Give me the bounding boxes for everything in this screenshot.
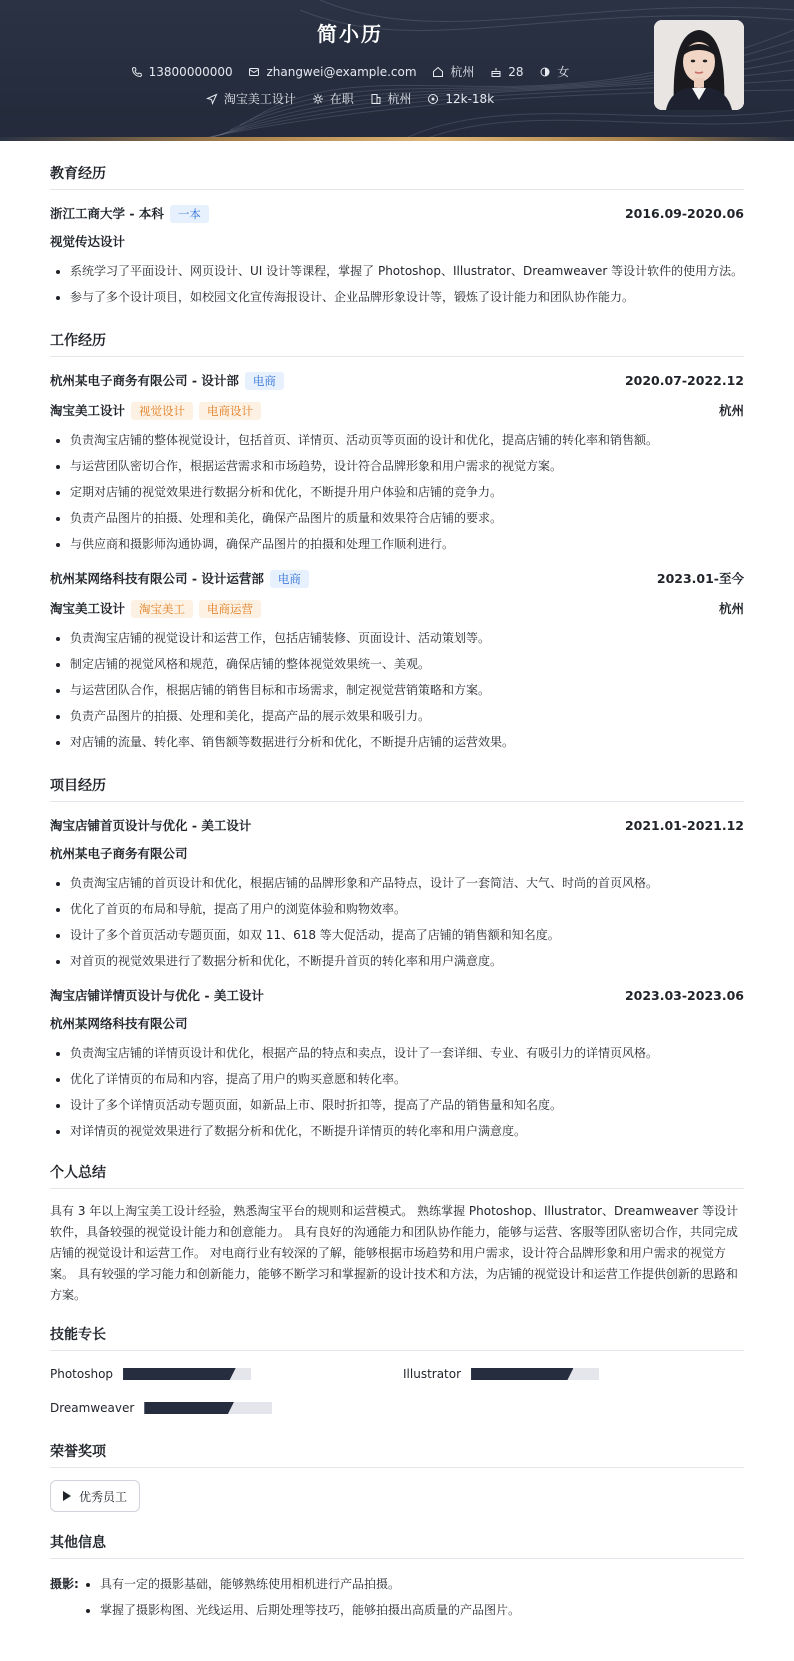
email-info: zhangwei@example.com: [248, 65, 416, 79]
gear-icon: [312, 93, 324, 105]
work-section: [50, 330, 744, 755]
project-bullets: [50, 870, 744, 974]
project-company: 杭州某电子商务有限公司: [50, 846, 188, 861]
section-title: 荣誉奖项: [50, 1441, 744, 1468]
header-gold-divider: [0, 137, 794, 141]
skill-name: Dreamweaver: [50, 1401, 135, 1415]
list-item: • 对店铺的流量、转化率、销售额等数据进行分析和优化，不断提升店铺的运营效果。: [70, 729, 744, 755]
section-title: 项目经历: [50, 775, 744, 802]
list-item: • 与运营团队合作，根据店铺的销售目标和市场需求，制定视觉营销策略和方案。: [70, 677, 744, 703]
major-name: 视觉传达设计: [50, 234, 126, 249]
list-item: • 对首页的视觉效果进行了数据分析和优化，不断提升首页的转化率和用户满意度。: [70, 948, 744, 974]
project-section: [50, 775, 744, 1144]
project-company: 杭州某网络科技有限公司: [50, 1016, 188, 1031]
job-bullets: [50, 625, 744, 755]
skill-tag: 淘宝美工: [131, 600, 193, 618]
job-city: 杭州: [718, 601, 744, 616]
education-header-row: [50, 202, 744, 224]
mail-icon: [248, 66, 260, 78]
city-info: 杭州: [370, 90, 412, 107]
home-icon: [432, 66, 444, 78]
skill-item: [50, 1367, 251, 1381]
company-name: 杭州某网络科技有限公司 - 设计运营部: [50, 570, 264, 586]
education-period: 2016.09-2020.06: [624, 205, 744, 221]
list-item: • 制定店铺的视觉风格和规范，确保店铺的整体视觉效果统一、美观。: [70, 651, 744, 677]
list-item: • 设计了多个首页活动专题页面，如双 11、618 等大促活动，提高了店铺的销售额和知名度。: [70, 922, 744, 948]
skill-level-bar: [471, 1368, 599, 1380]
award-label: 优秀员工: [79, 1489, 128, 1504]
summary-text: 具有 3 年以上淘宝美工设计经验，熟悉淘宝平台的规则和运营模式。 熟练掌握 Photoshop、Illustrator、Dreamweaver 等设计软件，具备较强的视觉设计能力和创意能力。 具有良好的沟通能力和团队协作能力，能够与运营、客服等团队密切合作，共同完成店铺的视觉设计和运营工作。 对电商行业有较深的了解，能够根据市场趋势和用户需求，设计符合品牌形象和用户需求的视觉方案。 具有较强的学习能力和创新能力，能够不断学习和掌握新的设计技术和方法，为店铺的视觉设计和运营工作提供创新的思路和方案。: [50, 1204, 739, 1302]
industry-tag: 电商: [270, 570, 309, 588]
list-item: • 系统学习了平面设计、网页设计、UI 设计等课程，掌握了 Photoshop、Illustrator、Dreamweaver 等设计软件的使用方法。: [70, 258, 744, 284]
status-info: 在职: [312, 90, 354, 107]
list-item: • 与运营团队密切合作，根据运营需求和市场趋势，设计符合品牌形象和用户需求的视觉方案。: [70, 453, 744, 479]
school-name: 浙江工商大学 - 本科: [50, 205, 164, 221]
school-tag: 一本: [170, 205, 209, 223]
list-item: • 定期对店铺的视觉效果进行数据分析和优化，不断提升用户体验和店铺的竞争力。: [70, 479, 744, 505]
avatar-photo: [654, 20, 744, 110]
job-entry: [50, 567, 744, 755]
job-city: 杭州: [718, 403, 744, 418]
portrait-image: [654, 20, 744, 110]
project-period: 2023.03-2023.06: [624, 987, 744, 1003]
section-title: 技能专长: [50, 1324, 744, 1351]
skill-level-bar: [123, 1368, 251, 1380]
coin-icon: [427, 93, 439, 105]
company-name: 杭州某电子商务有限公司 - 设计部: [50, 372, 239, 388]
section-title: 个人总结: [50, 1162, 744, 1189]
other-bullets: [80, 1571, 520, 1623]
building-icon: [370, 93, 382, 105]
resume-body: [0, 163, 794, 1623]
other-label: 摄影:: [50, 1577, 79, 1591]
section-title: 教育经历: [50, 163, 744, 190]
list-item: • 负责淘宝店铺的首页设计和优化，根据店铺的品牌形象和产品特点，设计了一套简洁、大气、时尚的首页风格。: [70, 870, 744, 896]
project-bullets: [50, 1040, 744, 1144]
section-title: 工作经历: [50, 330, 744, 357]
gender-info: 女: [539, 63, 569, 80]
phone-info: 13800000000: [131, 65, 233, 79]
job-period: 2020.07-2022.12: [624, 372, 744, 388]
skill-item: [50, 1401, 272, 1415]
send-icon: [206, 93, 218, 105]
age-info: 28: [490, 65, 523, 79]
job-intent-row: [0, 90, 700, 107]
list-item: • 优化了首页的布局和导航，提高了用户的浏览体验和购物效率。: [70, 896, 744, 922]
list-item: • 具有一定的摄影基础，能够熟练使用相机进行产品拍摄。: [100, 1571, 520, 1597]
job-target-info: 淘宝美工设计: [206, 90, 296, 107]
job-position: 淘宝美工设计: [50, 402, 126, 418]
phone-icon: [131, 66, 143, 78]
skill-level-fill: [144, 1402, 234, 1414]
list-item: • 负责产品图片的拍摄、处理和美化，提高产品的展示效果和吸引力。: [70, 703, 744, 729]
skill-name: Photoshop: [50, 1367, 114, 1381]
triangle-right-icon: [63, 1491, 71, 1501]
list-item: • 掌握了摄影构图、光线运用、后期处理等技巧，能够拍摄出高质量的产品图片。: [100, 1597, 520, 1623]
job-bullets: [50, 427, 744, 557]
section-title: 其他信息: [50, 1532, 744, 1559]
skill-level-bar: [144, 1402, 272, 1414]
skill-tag: 电商设计: [199, 402, 261, 420]
other-info: [50, 1571, 744, 1623]
gender-icon: [539, 66, 551, 78]
resume-header: [0, 0, 794, 141]
cake-icon: [490, 66, 502, 78]
list-item: • 设计了多个详情页活动专题页面，如新品上市、限时折扣等，提高了产品的销售量和知名度。: [70, 1092, 744, 1118]
project-entry: [50, 814, 744, 974]
list-item: • 与供应商和摄影师沟通协调，确保产品图片的拍摄和处理工作顺利进行。: [70, 531, 744, 557]
skill-tag: 电商运营: [199, 600, 261, 618]
location-info: 杭州: [432, 63, 474, 80]
award-item[interactable]: [50, 1480, 140, 1512]
project-name: 淘宝店铺首页设计与优化 - 美工设计: [50, 818, 252, 833]
list-item: • 负责淘宝店铺的详情页设计和优化，根据产品的特点和卖点，设计了一套详细、专业、有吸引力的详情页风格。: [70, 1040, 744, 1066]
job-entry: [50, 369, 744, 557]
salary-info: 12k-18k: [427, 92, 494, 106]
project-period: 2021.01-2021.12: [624, 817, 744, 833]
list-item: • 负责淘宝店铺的整体视觉设计，包括首页、详情页、活动页等页面的设计和优化，提高店铺的转化率和销售额。: [70, 427, 744, 453]
skill-tag: 视觉设计: [131, 402, 193, 420]
skill-level-fill: [471, 1368, 573, 1380]
awards-section: [50, 1441, 744, 1512]
project-entry: [50, 984, 744, 1144]
industry-tag: 电商: [245, 372, 284, 390]
summary-section: [50, 1162, 744, 1306]
skills-section: [50, 1324, 744, 1441]
resume-name: 简小历: [317, 22, 383, 46]
education-bullets: [50, 258, 744, 310]
skill-name: Illustrator: [403, 1367, 462, 1381]
project-name: 淘宝店铺详情页设计与优化 - 美工设计: [50, 988, 264, 1003]
job-period: 2023.01-至今: [656, 571, 744, 586]
list-item: • 负责产品图片的拍摄、处理和美化，确保产品图片的质量和效果符合店铺的要求。: [70, 505, 744, 531]
skills-grid: [50, 1363, 744, 1441]
skill-item: [403, 1367, 599, 1381]
list-item: • 对详情页的视觉效果进行了数据分析和优化，不断提升详情页的转化率和用户满意度。: [70, 1118, 744, 1144]
other-section: [50, 1532, 744, 1623]
contact-row: [0, 63, 700, 80]
list-item: • 参与了多个设计项目，如校园文化宣传海报设计、企业品牌形象设计等，锻炼了设计能力和团队协作能力。: [70, 284, 744, 310]
skill-level-fill: [123, 1368, 236, 1380]
job-position: 淘宝美工设计: [50, 600, 126, 616]
education-section: [50, 163, 744, 310]
list-item: • 优化了详情页的布局和内容，提高了用户的购买意愿和转化率。: [70, 1066, 744, 1092]
list-item: • 负责淘宝店铺的视觉设计和运营工作，包括店铺装修、页面设计、活动策划等。: [70, 625, 744, 651]
